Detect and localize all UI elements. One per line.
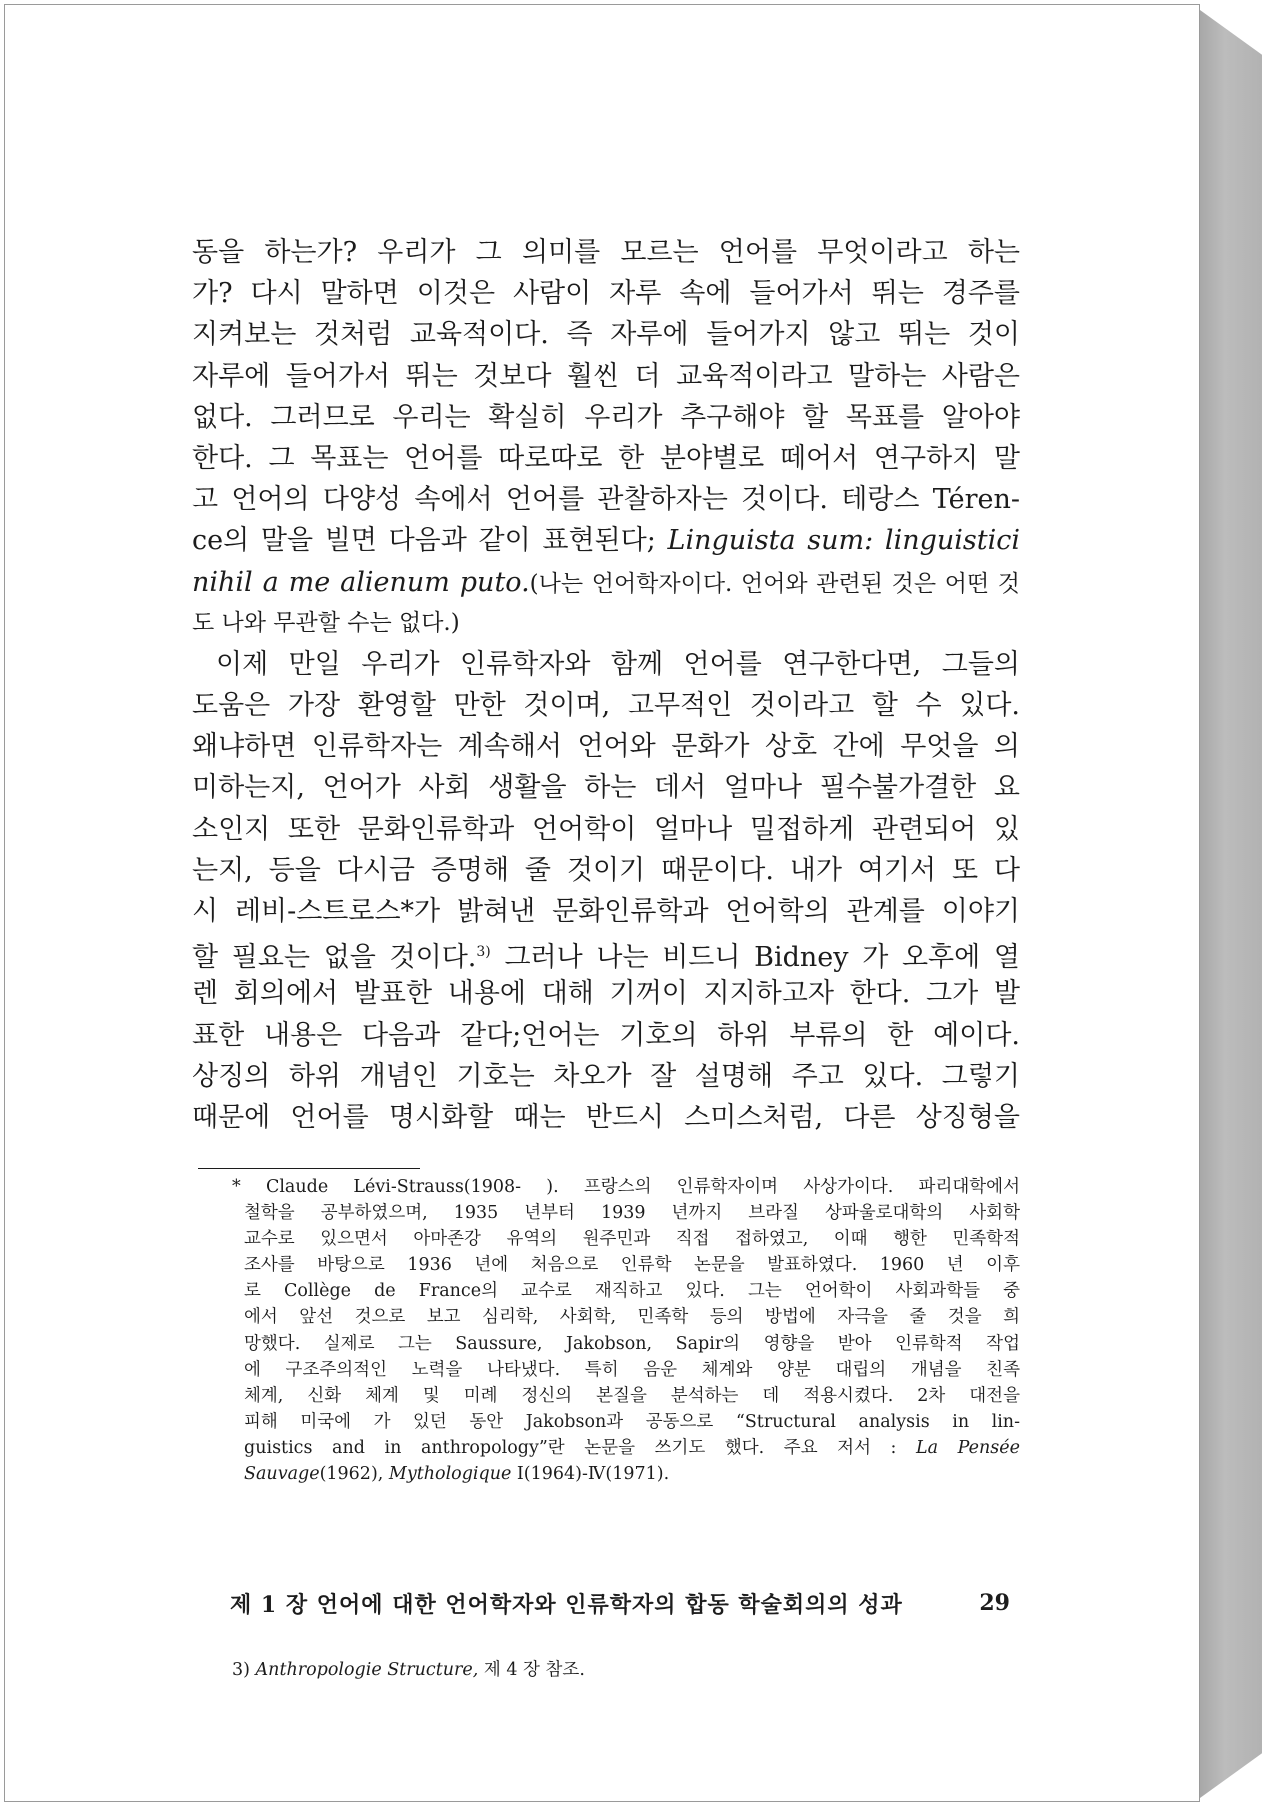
footnote-3-number: 3): [232, 1660, 250, 1680]
footnote-line: 철학을 공부하였으며, 1935 년부터 1939 년까지 브라질 상파울로대학의 사회학: [244, 1203, 1020, 1224]
footnote-line: 로 Collège de France의 교수로 재직하고 있다. 그는 언어학이 사회과학들 중: [244, 1281, 1020, 1302]
body-line-quote: [192, 520, 1020, 561]
footnote-line: 에 구조주의적인 노력을 나타냈다. 특히 음운 체계와 양분 대립의 개념을 친족: [244, 1359, 1020, 1380]
body-line: 시 레비-스트로스*가 밝혀낸 문화인류학과 언어학의 관계를 이야기: [192, 896, 1020, 927]
footnote-line-works: [244, 1435, 1020, 1461]
body-line-translation: [192, 562, 1020, 603]
note-marker: 3): [476, 944, 491, 961]
page-number: 29: [979, 1590, 1010, 1616]
body-line: 표한 내용은 다음과 같다;언어는 기호의 하위 부류의 한 예이다.: [192, 1019, 1020, 1051]
body-line: 가? 다시 말하면 이것은 사람이 자루 속에 들어가서 뛰는 경주를: [192, 278, 1020, 310]
footnote-line: 체계, 신화 체계 및 미례 정신의 본질을 분석하는 데 적용시켰다. 2차 대전을: [244, 1385, 1020, 1406]
latin-quote-end: nihil a me alienum puto.: [192, 566, 530, 598]
body-line: 지켜보는 것처럼 교육적이다. 즉 자루에 들어가지 않고 뛰는 것이: [192, 319, 1020, 351]
footnote-block: [232, 1174, 1020, 1487]
footnote-line: 망했다. 실제로 그는 Saussure, Jakobson, Sapir의 영향을 받아 인류학적 작업: [244, 1333, 1020, 1354]
footnote-line-works-cont: [244, 1461, 1020, 1487]
body-line: 한다. 그 목표는 언어를 따로따로 한 분야별로 떼어서 연구하지 말: [192, 442, 1020, 474]
footnote-3: [232, 1656, 1020, 1684]
work-title-sauvage: Sauvage: [244, 1464, 320, 1485]
body-line: 렌 회의에서 발표한 내용에 대해 기꺼이 지지하고자 한다. 그가 발: [192, 978, 1020, 1010]
body-line-text: 할 필요는 없을 것이다.: [192, 942, 477, 974]
footnote-line: 교수로 있으면서 아마존강 유역의 원주민과 직접 접하였고, 이때 행한 민족학적: [244, 1229, 1020, 1250]
latin-quote: Linguista sum: linguistici: [667, 525, 1020, 557]
footnote-3-title: Anthropologie Structure,: [255, 1660, 479, 1680]
body-text: [192, 232, 1020, 1138]
body-line: 동을 하는가? 우리가 그 의미를 모르는 언어를 무엇이라고 하는: [192, 237, 1020, 268]
footnote-line: * Claude Lévi-Strauss(1908- ). 프랑스의 인류학자이며 사상가이다. 파리대학에서: [232, 1177, 1020, 1197]
chapter-title: 제 1 장 언어에 대한 언어학자와 인류학자의 합동 학술회의의 성과: [230, 1591, 903, 1618]
running-footer: [230, 1587, 1010, 1619]
body-line-noteref: [192, 932, 1020, 973]
body-line: 는지, 등을 다시금 증명해 줄 것이기 때문이다. 내가 여기서 또 다: [192, 854, 1020, 886]
body-line: 자루에 들어가서 뛰는 것보다 훨씬 더 교육적이라고 말하는 사람은: [192, 360, 1020, 392]
work-title-mythologique: Mythologique: [388, 1464, 512, 1485]
footnote-line: 피해 미국에 가 있던 동안 Jakobson과 공동으로 “Structural analysis in lin-: [244, 1411, 1020, 1432]
body-line: 미하는지, 언어가 사회 생활을 하는 데서 얼마나 필수불가결한 요: [192, 772, 1020, 804]
work-title-pensee: La Pensée: [916, 1437, 1020, 1458]
footnote-text: (1962),: [319, 1464, 384, 1485]
body-line: 없다. 그러므로 우리는 확실히 우리가 추구해야 할 목표를 알아야: [192, 401, 1020, 433]
footnote-text: guistics and in anthropology”란 논문을 쓰기도 했다. 주요 저서 :: [244, 1437, 897, 1458]
footnote-line: 에서 앞선 것으로 보고 심리학, 사회학, 민족학 등의 방법에 자극을 줄 것을 희: [244, 1307, 1020, 1328]
body-line: 상징의 하위 개념인 기호는 차오가 잘 설명해 주고 있다. 그렇기: [192, 1060, 1020, 1092]
footnote-line: 조사를 바탕으로 1936 년에 처음으로 인류학 논문을 발표하였다. 1960 년 이후: [244, 1255, 1020, 1276]
body-line: 소인지 또한 문화인류학과 언어학이 얼마나 밀접하게 관련되어 있: [192, 813, 1020, 845]
quote-translation: (나는 언어학자이다. 언어와 관련된 것은 어떤 것: [529, 570, 1020, 597]
body-line: 왜냐하면 인류학자는 계속해서 언어와 문화가 상호 간에 무엇을 의: [192, 731, 1020, 763]
body-line-tail: 그러나 나는 비드니 Bidney 가 오후에 열: [504, 942, 1020, 974]
footnote-divider: [198, 1168, 420, 1169]
footnote-text: Ⅰ(1964)-Ⅳ(1971).: [511, 1464, 670, 1485]
body-line: 도 나와 무관할 수는 없다.): [192, 609, 460, 636]
body-line-text: ce의 말을 빌면 다음과 같이 표현된다;: [192, 525, 656, 557]
page-stack-edge: [1200, 10, 1262, 1798]
body-line: 도움은 가장 환영할 만한 것이며, 고무적인 것이라고 할 수 있다.: [192, 690, 1020, 722]
footnote-3-text: 제 4 장 참조.: [483, 1660, 585, 1680]
body-line: 고 언어의 다양성 속에서 언어를 관찰하자는 것이다. 테랑스 Téren-: [192, 484, 1020, 516]
body-line: 이제 만일 우리가 인류학자와 함께 언어를 연구한다면, 그들의: [216, 648, 1020, 680]
body-line: 때문에 언어를 명시화할 때는 반드시 스미스처럼, 다른 상징형을: [192, 1101, 1020, 1133]
